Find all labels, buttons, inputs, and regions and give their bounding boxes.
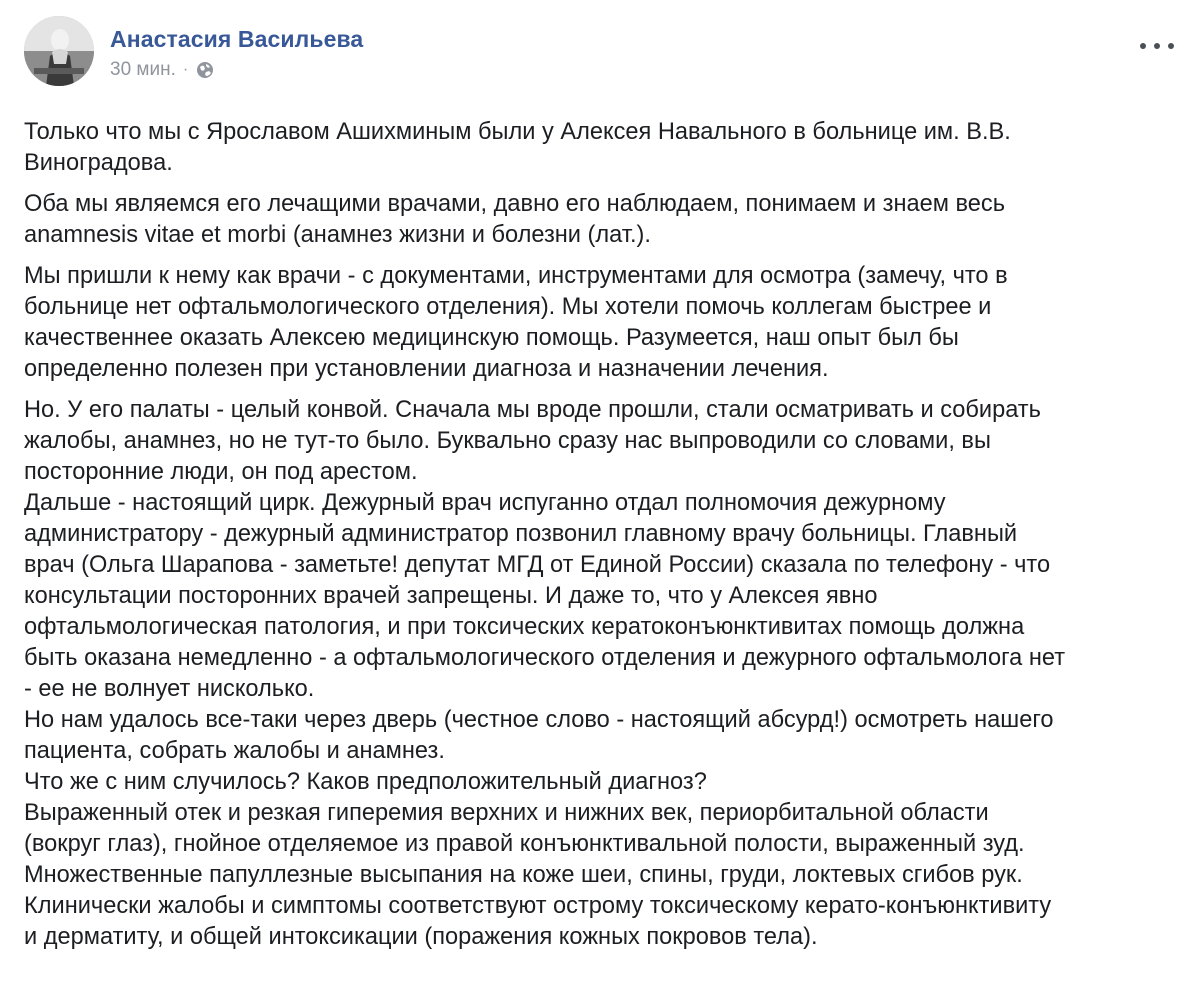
text-line: Оба мы являемся его лечащими врачами, давно его наблюдаем, понимаем и знаем весь — [24, 191, 1005, 217]
text-line: врач (Ольга Шарапова - заметьте! депутат МГД от Единой России) сказала по телефону - что — [24, 552, 1051, 578]
paragraph-3 — [24, 261, 1184, 385]
avatar[interactable] — [24, 16, 94, 86]
text-line: пациента, собрать жалобы и анамнез. — [24, 738, 445, 764]
globe-icon[interactable] — [196, 61, 214, 79]
post-header — [24, 14, 1174, 86]
text-line: посторонние люди, он под арестом. — [24, 459, 418, 485]
text-line: офтальмологическая патология, и при токсических кератоконъюнктивитах помощь должна — [24, 614, 1025, 640]
text-line: - ее не волнует нисколько. — [24, 676, 315, 702]
text-line: Но. У его палаты - целый конвой. Сначала мы вроде прошли, стали осматривать и собирать — [24, 397, 1041, 423]
text-line: жалобы, анамнез, но не тут-то было. Буквально сразу нас выпроводили со словами, вы — [24, 428, 991, 454]
post-timestamp[interactable]: 30 мин. — [110, 59, 176, 80]
more-options-icon[interactable] — [1140, 36, 1174, 56]
text-line: Виноградова. — [24, 150, 173, 176]
text-line: Дальше - настоящий цирк. Дежурный врач испуганно отдал полномочия дежурному — [24, 490, 946, 516]
text-line: больнице нет офтальмологического отделения). Мы хотели помочь коллегам быстрее и — [24, 294, 992, 320]
text-line: и дерматиту, и общей интоксикации (поражения кожных покровов тела). — [24, 924, 818, 950]
text-line: (вокруг глаз), гнойное отделяемое из правой конъюнктивальной полости, выраженный зуд. — [24, 831, 1025, 857]
paragraph-4 — [24, 395, 1184, 953]
text-line: anamnesis vitae et morbi (анамнез жизни и болезни (лат.). — [24, 222, 651, 248]
text-line: Что же с ним случилось? Каков предположительный диагноз? — [24, 769, 707, 795]
text-line: Выраженный отек и резкая гиперемия верхних и нижних век, периорбитальной области — [24, 800, 989, 826]
text-line: качественнее оказать Алексею медицинскую помощь. Разумеется, наш опыт был бы — [24, 325, 959, 351]
text-line: быть оказана немедленно - а офтальмологического отделения и дежурного офтальмолога нет — [24, 645, 1066, 671]
text-line: консультации посторонних врачей запрещены. И даже то, что у Алексея явно — [24, 583, 878, 609]
text-line: администратору - дежурный администратор позвонил главному врачу больницы. Главный — [24, 521, 1018, 547]
meta-separator: · — [182, 61, 189, 78]
author-name[interactable]: Анастасия Васильева — [110, 26, 364, 52]
text-line: Мы пришли к нему как врачи - с документами, инструментами для осмотра (замечу, что в — [24, 263, 1008, 289]
post-meta — [110, 59, 214, 81]
paragraph-1 — [24, 117, 1184, 179]
text-line: Только что мы с Ярославом Ашихминым были у Алексея Навального в больнице им. В.В. — [24, 119, 1011, 145]
text-line: определенно полезен при установлении диагноза и назначении лечения. — [24, 356, 829, 382]
text-line: Клинически жалобы и симптомы соответствуют острому токсическому керато-конъюнктивиту — [24, 893, 1052, 919]
paragraph-2 — [24, 189, 1184, 251]
text-line: Множественные папуллезные высыпания на коже шеи, спины, груди, локтевых сгибов рук. — [24, 862, 1023, 888]
avatar-photo — [24, 16, 94, 86]
post-text — [24, 117, 1184, 953]
text-line: Но нам удалось все-таки через дверь (честное слово - настоящий абсурд!) осмотреть нашего — [24, 707, 1054, 733]
